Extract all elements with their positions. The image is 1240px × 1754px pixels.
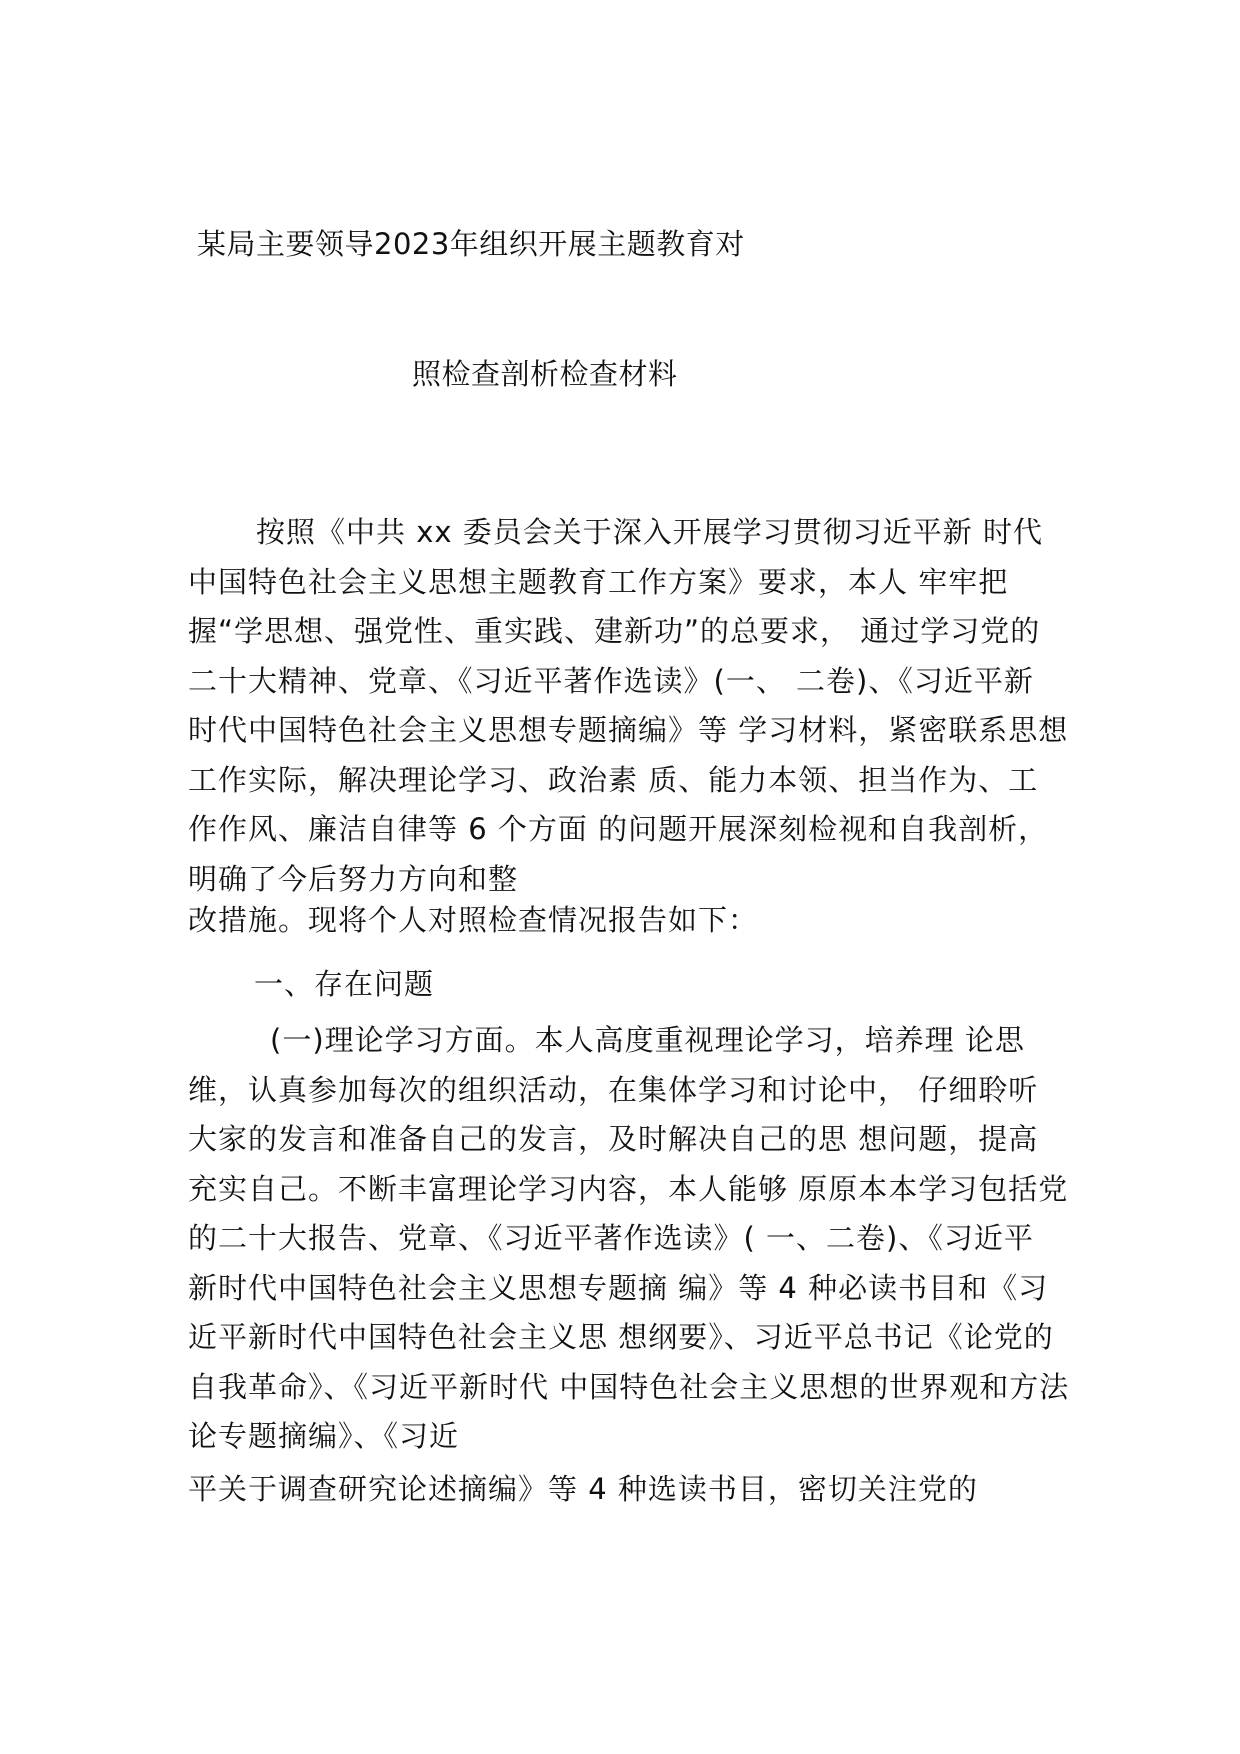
theory-line: 论专题摘编》、《习近 <box>188 1419 460 1453</box>
section-heading-text: 一、存在问题 <box>254 967 435 1001</box>
theory-line: 的二十大报告、党章、《习近平著作选读》( 一、二卷)、《习近平 <box>188 1221 1034 1255</box>
intro-line: 明确了今后努力方向和整 <box>188 861 519 896</box>
section-heading <box>188 960 1068 1010</box>
document-title-line-1: 某局主要领导2023年组织开展主题教育对 <box>197 227 745 261</box>
intro-continuation-line: 改措施。现将个人对照检查情况报告如下： <box>188 903 759 937</box>
intro-line: 工作实际，解决理论学习、政治素 质、能力本领、担当作为、工 <box>188 762 1039 797</box>
intro-line: 握“学思想、强党性、重实践、建新功”的总要求， 通过学习党的 <box>188 614 1041 648</box>
intro-line: 时代中国特色社会主义思想专题摘编》等 学习材料，紧密联系思想 <box>188 713 1069 747</box>
intro-continuation <box>188 896 1068 946</box>
intro-line: 作作风、廉洁自律等 6 个方面 的问题开展深刻检视和自我剖析， <box>188 812 1049 846</box>
intro-paragraph <box>188 508 1068 904</box>
theory-line: 大家的发言和准备自己的发言，及时解决自己的思 想问题，提高 <box>188 1122 1039 1156</box>
theory-line: (一)理论学习方面。本人高度重视理论学习，培养理 论思 <box>270 1023 1025 1057</box>
theory-line: 自我革命》、《习近平新时代 中国特色社会主义思想的世界观和方法 <box>188 1369 1070 1404</box>
theory-paragraph <box>188 1016 1068 1462</box>
theory-continuation-line: 平关于调查研究论述摘编》等 4 种选读书目，密切关注党的 <box>188 1472 978 1506</box>
theory-line: 近平新时代中国特色社会主义思 想纲要》、习近平总书记《论党的 <box>188 1320 1054 1354</box>
theory-line: 新时代中国特色社会主义思想专题摘 编》等 4 种必读书目和《习 <box>188 1270 1049 1305</box>
theory-line: 充实自己。不断丰富理论学习内容，本人能够 原原本本学习包括党 <box>188 1171 1069 1206</box>
intro-line: 按照《中共 xx 委员会关于深入开展学习贯彻习近平新 时代 <box>256 515 1043 549</box>
theory-line: 维，认真参加每次的组织活动，在集体学习和讨论中， 仔细聆听 <box>188 1072 1039 1107</box>
theory-continuation <box>188 1465 1068 1515</box>
document-title-line-2: 照检查剖析检查材料 <box>412 357 678 391</box>
intro-line: 中国特色社会主义思想主题教育工作方案》要求，本人 牢牢把 <box>188 564 1009 599</box>
intro-line: 二十大精神、党章、《习近平著作选读》(一、 二卷)、《习近平新 <box>188 663 1034 698</box>
